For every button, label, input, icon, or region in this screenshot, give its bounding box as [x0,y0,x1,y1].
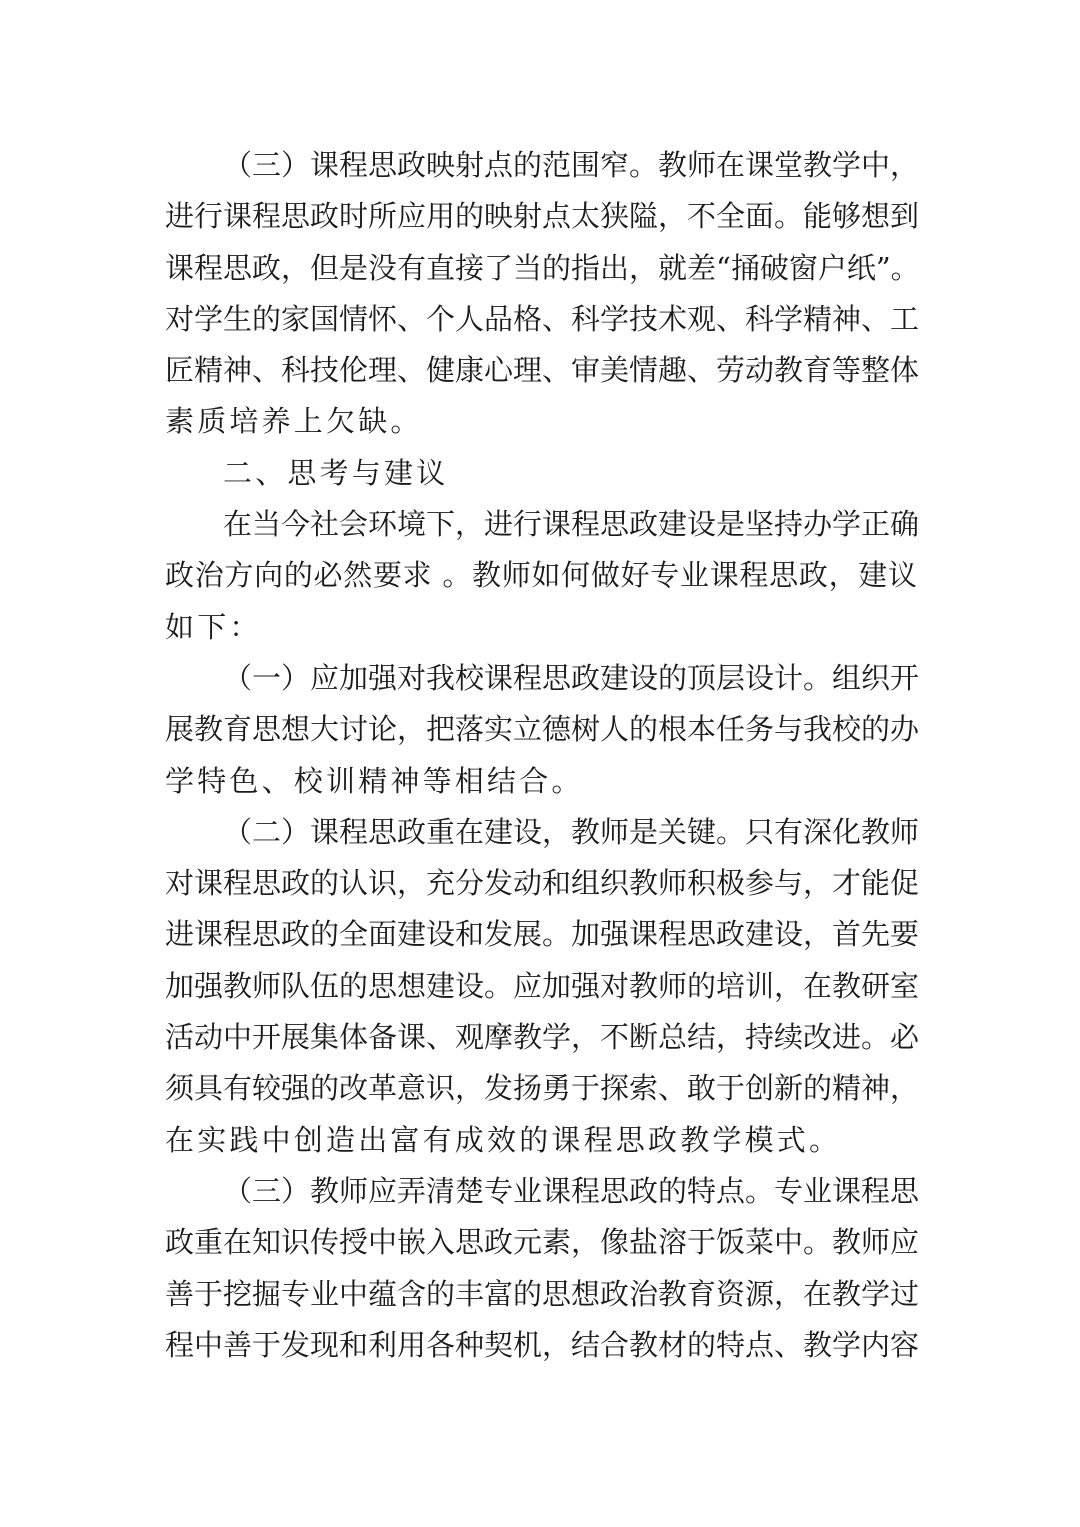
section-heading [165,448,917,499]
text-line: （一）应加强对我校课程思政建设的顶层设计。组织开 [223,660,920,695]
text-line: 加强教师队伍的思想建设。应加强对教师的培训，在教研室 [165,968,920,1003]
text-line: （三）课程思政映射点的范围窄。教师在课堂教学中， [223,148,920,182]
text-line: 须具有较强的改革意识，发扬勇于探索、敢于创新的精神， [165,1071,920,1106]
text-line: 善于挖掘专业中蕴含的丰富的思想政治教育资源，在教学过 [165,1276,920,1311]
text-line: 在实践中创造出富有成效的课程思政教学模式。 [165,1122,842,1157]
text-line: （二）课程思政重在建设，教师是关键。只有深化教师 [223,814,920,849]
text-line: 进课程思政的全面建设和发展。加强课程思政建设，首先要 [165,917,920,952]
text-line: 素质培养上欠缺。 [165,404,423,439]
text-line: 匠精神、科技伦理、健康心理、审美情趣、劳动教育等整体 [165,353,920,388]
text-line: 程中善于发现和利用各种契机，结合教材的特点、教学内容 [165,1327,920,1362]
text-line: 在当今社会环境下，进行课程思政建设是坚持办学正确 [223,507,920,542]
text-line: 展教育思想大讨论，把落实立德树人的根本任务与我校的办 [165,712,920,747]
text-line: 如下： [165,609,262,644]
text-line: （三）教师应弄清楚专业课程思政的特点。专业课程思 [223,1173,920,1208]
heading-text: 二、思考与建议 [223,455,449,490]
text-line: 课程思政，但是没有直接了当的指出，就差“捅破窗户纸”。 [165,250,920,285]
text-line: 政治方向的必然要求 。教师如何做好专业课程思政，建议 [165,558,917,593]
paragraph-suggestion-2 [165,807,920,1166]
document-page [165,140,920,1371]
paragraph-narrow-scope [165,140,920,448]
paragraph-suggestion-3 [165,1166,920,1371]
text-line: 政重在知识传授中嵌入思政元素，像盐溶于饭菜中。教师应 [165,1225,920,1260]
text-line: 活动中开展集体备课、观摩教学，不断总结，持续改进。必 [165,1020,920,1055]
text-line: 进行课程思政时所应用的映射点太狭隘，不全面。能够想到 [165,199,920,234]
paragraph-intro [165,499,920,653]
text-line: 对课程思政的认识，充分发动和组织教师积极参与，才能促 [165,866,920,901]
text-line: 对学生的家国情怀、个人品格、科学技术观、科学精神、工 [165,301,920,336]
paragraph-suggestion-1 [165,653,920,807]
text-line: 学特色、校训精神等相结合。 [165,763,584,798]
